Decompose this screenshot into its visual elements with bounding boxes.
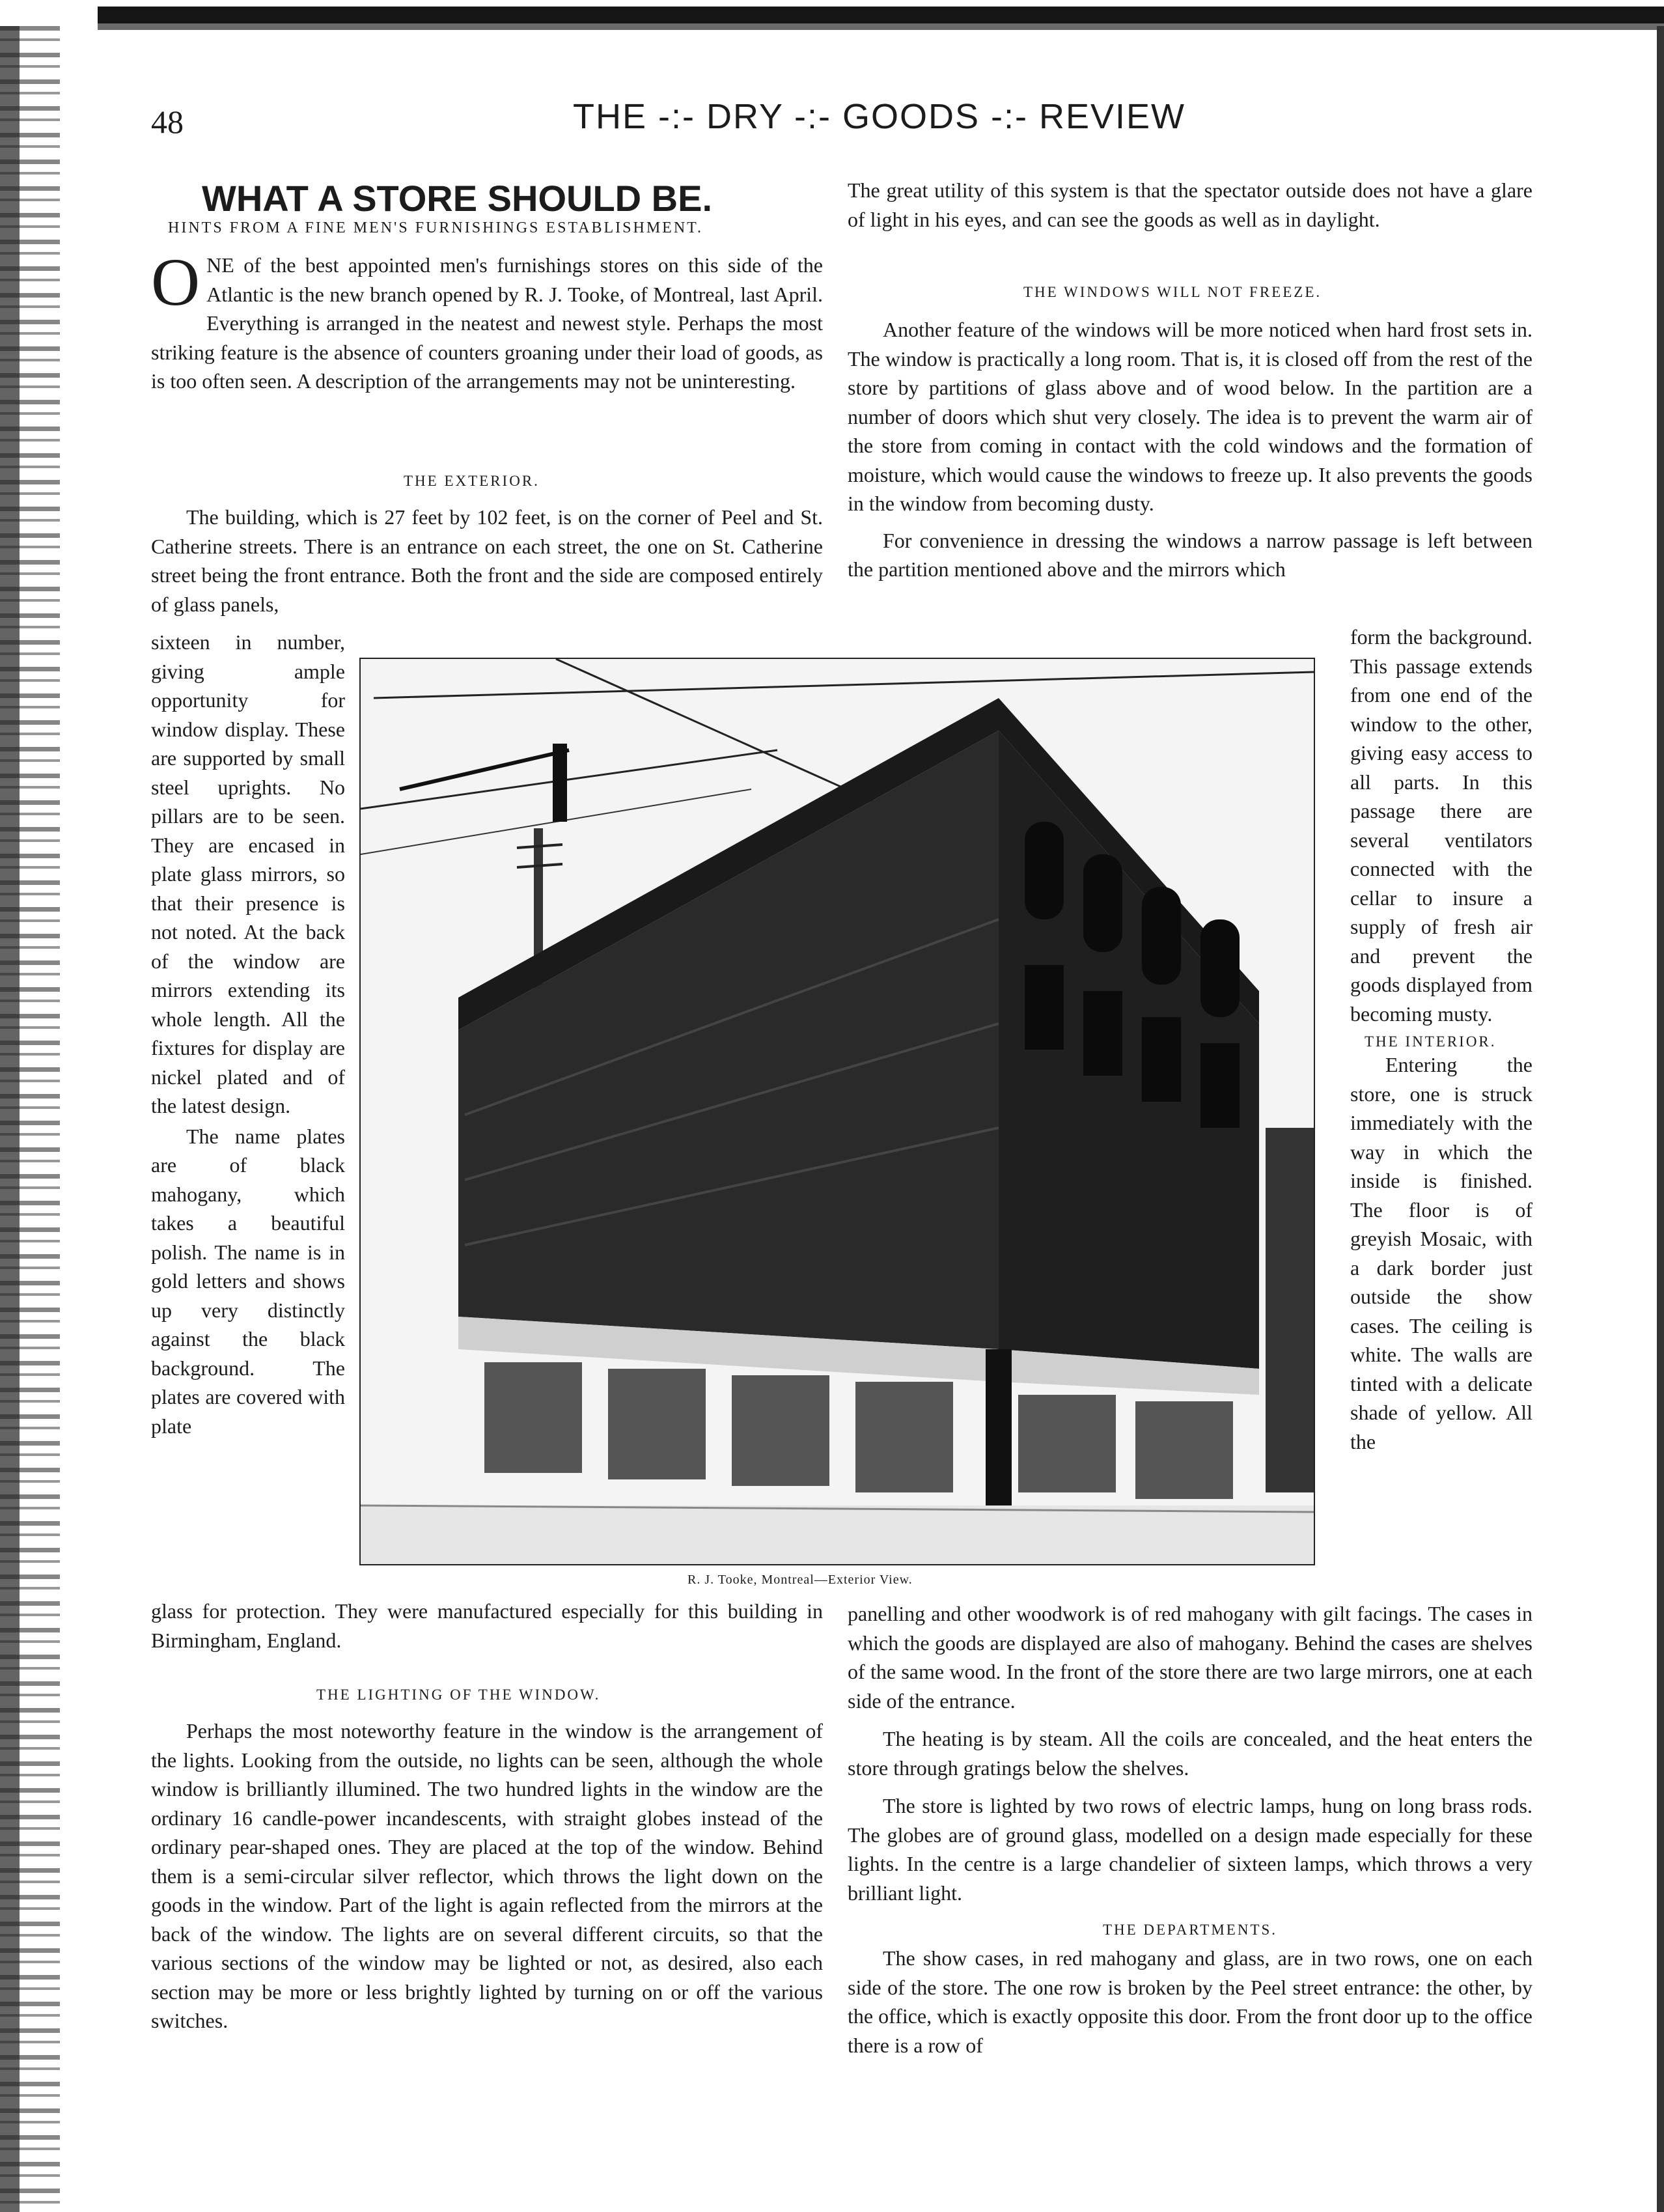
heading-interior: THE INTERIOR. (1365, 1033, 1497, 1050)
intro-paragraph (151, 245, 823, 396)
heading-lighting: THE LIGHTING OF THE WINDOW. (316, 1687, 601, 1703)
freeze-block (848, 315, 1532, 584)
heading-departments: THE DEPARTMENTS. (1102, 1922, 1278, 1938)
departments-paragraph: The show cases, in red mahogany and glass, are in two rows, one on each side of the store. The one row is broken by the Peel street entrance: the other, by the office, which is exactly opposite this door. From the front door up to the office there is a row of (848, 1946, 1532, 2057)
heating-paragraph: The heating is by steam. All the coils are concealed, and the heat enters the store through gratings below the shelves. (848, 1727, 1532, 1780)
building-photo (359, 658, 1315, 1565)
nameplates-continued: glass for protection. They were manufactured especially for this building in Birmingham, England. (151, 1599, 823, 1652)
interior-paragraph: Entering the store, one is struck immediately with the way in which the inside is finished. The floor is of greyish Mosaic, with a dark border just outside the show cases. The ceiling is white. The walls are tinted with a delicate shade of yellow. All the (1350, 1053, 1532, 1453)
intro-text: NE of the best appointed men's furnishings stores on this side of the Atlantic is the new branch opened by R. J. Tooke, of Montreal, last April. Everything is arranged in the neatest and newest style. Perhaps the most striking feature is the absence of counters groaning under their load of goods, as is too often seen. A description of the arrangements may not be uninteresting. (151, 253, 823, 393)
exterior-continued: sixteen in number, giving ample opportunity for window display. These are supported by small steel uprights. No pillars are to be seen. They are encased in plate glass mirrors, so that their presence is not noted. At the back of the window are mirrors extending its whole length. All the fixtures for display are nickel plated and of the latest design. (151, 630, 345, 1117)
exterior-paragraph: The building, which is 27 feet by 102 feet, is on the corner of Peel and St. Catherine streets. There is an entrance on each street, the one on St. Catherine street being the front entrance. Both the front and the side are composed entirely of glass panels, (151, 505, 823, 616)
lighting-continued: The great utility of this system is that the spectator outside does not have a glare of light in his eyes, and can see the goods as well as in daylight. (848, 178, 1532, 231)
article-subtitle: HINTS FROM A FINE MEN'S FURNISHINGS ESTABLISHMENT. (168, 219, 704, 236)
nameplates-paragraph: The name plates are of black mahogany, which takes a beautiful polish. The name is in gold letters and shows up very distinctly against the black background. The plates are covered with plate (151, 1124, 345, 1438)
convenience-continued: form the background. This passage extends from one end of the window to the other, giving easy access to all parts. In this passage there are several ventilators connected with the cellar to insure a supply of fresh air and prevent the goods displayed from becoming musty. (1350, 625, 1532, 1026)
scan-top-border-shadow (98, 23, 1664, 30)
convenience-paragraph: For convenience in dressing the windows a narrow passage is left between the partition mentioned above and the mirrors which (848, 528, 1532, 581)
exterior-full-block (151, 503, 823, 619)
right-narrow-block (1350, 623, 1532, 1456)
scan-left-edge (0, 26, 20, 2212)
page-number: 48 (151, 104, 184, 140)
article-title: WHAT A STORE SHOULD BE. (202, 178, 712, 219)
intro-block (151, 245, 823, 396)
heading-exterior: THE EXTERIOR. (404, 473, 540, 489)
lighting-paragraph: Perhaps the most noteworthy feature in the window is the arrangement of the lights. Looking from the outside, no lights can be seen, although the whole window is brilliantly illumined. The two hundred lights in the window are the ordinary 16 candle-power incandescents, with straight globes instead of the ordinary pear-shaped ones. They are placed at the top of the window. Behind them is a semi-circular silver reflector, which throws the light down on the goods in the window. Part of the light is again reflected from the mirrors at the back of the window. The lights are on several different circuits, so that the various sections of the window may be lighted or not, as desired, also each section may be more or less brightly lighted by turning on or off the various switches. (151, 1719, 823, 2032)
right-top-block (848, 176, 1532, 234)
interior-continued: panelling and other woodwork is of red mahogany with gilt facings. The cases in which the goods are displayed are also of mahogany. Behind the cases are shelves of the same wood. In the front of the store there are two large mirrors, one at each side of the entrance. (848, 1602, 1532, 1713)
right-bottom-block (848, 1599, 1532, 2060)
heading-freeze: THE WINDOWS WILL NOT FREEZE. (1023, 284, 1322, 300)
drop-cap: O (151, 245, 201, 320)
lighting-block (151, 1716, 823, 2036)
running-title: THE -:- DRY -:- GOODS -:- REVIEW (573, 97, 1186, 136)
freeze-paragraph: Another feature of the windows will be more noticed when hard frost sets in. The window is practically a long room. That is, it is closed off from the rest of the store by partitions of glass above and of wood below. In the partition are a number of doors which shut very closely. The idea is to prevent the warm air of the store from coming in contact with the cold windows and the formation of moisture, which would cause the windows to freeze up. It also prevents the goods in the window from becoming dusty. (848, 318, 1532, 515)
photo-caption: R. J. Tooke, Montreal—Exterior View. (687, 1573, 913, 1587)
scan-right-edge (1657, 26, 1664, 2212)
lamps-paragraph: The store is lighted by two rows of electric lamps, hung on long brass rods. The globes are of ground glass, modelled on a design made especially for these lights. In the centre is a large chandelier of sixteen lamps, which throws a very brilliant light. (848, 1794, 1532, 1905)
left-narrow-block (151, 628, 345, 1440)
left-bottom-block (151, 1597, 823, 1655)
building-illustration (361, 659, 1315, 1565)
